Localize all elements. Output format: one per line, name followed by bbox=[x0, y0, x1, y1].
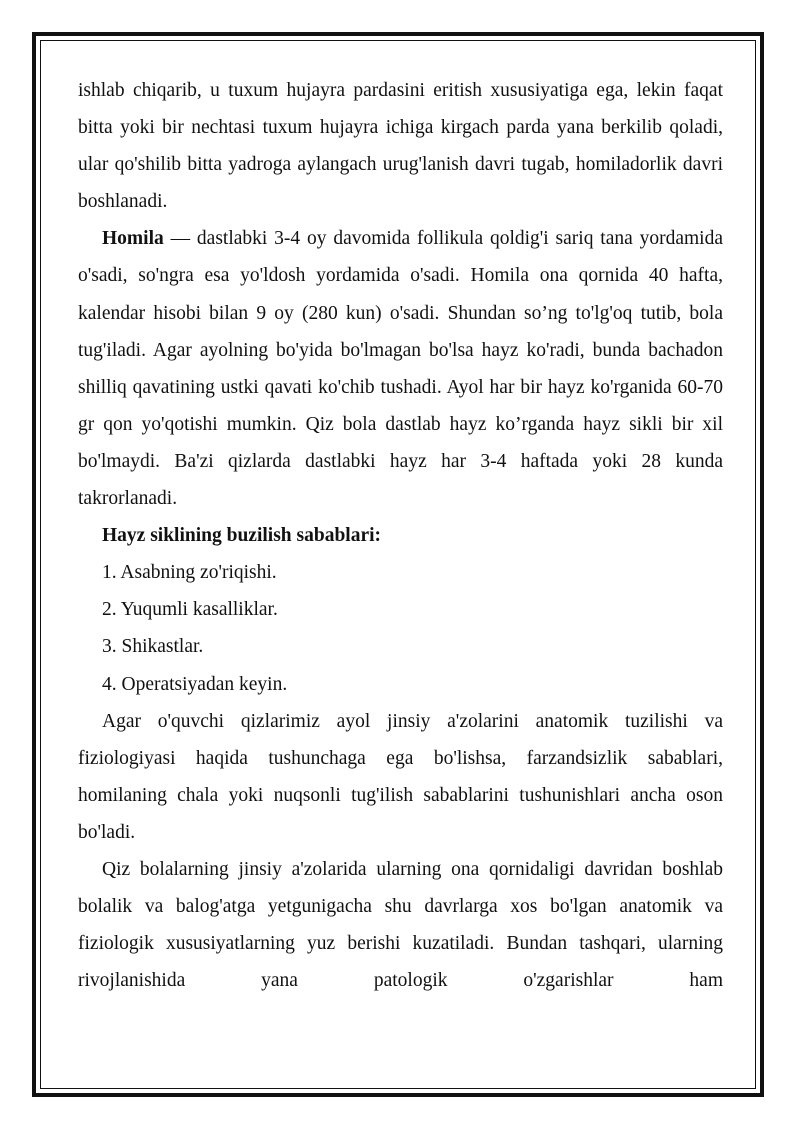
paragraph-homila bbox=[78, 220, 723, 517]
paragraph-continuation: ishlab chiqarib, u tuxum hujayra pardasini eritish xususiyatiga ega, lekin faqat bitta yoki bir nechtasi tuxum hujayra ichiga kirgach parda yana berkilib qoladi, ular qo'shilib bitta yadroga aylangach urug'lanish davri tugab, homiladorlik davri boshlanadi. bbox=[78, 80, 723, 213]
term-homila: Homila bbox=[102, 228, 164, 250]
page-content bbox=[78, 72, 723, 999]
section-heading: Hayz siklining buzilish sabablari: bbox=[102, 525, 382, 547]
paragraph-anatomy: Agar o'quvchi qizlarimiz ayol jinsiy a'zolarini anatomik tuzilishi va fiziologiyasi haqida tushunchaga ega bo'lishsa, farzandsizlik sabablari, homilaning chala yoki nuqsonli tug'ilish sabablarini tushunishlari ancha oson bo'ladi. bbox=[78, 710, 723, 843]
paragraph-homila-text: — dastlabki 3-4 oy davomida follikula qoldig'i sariq tana yordamida o'sadi, so'ngra esa yo'ldosh yordamida o'sadi. Homila ona qornida 40 hafta, kalendar hisobi bilan 9 oy (280 kun) o'sadi. Shundan so’ng to'lg'oq tutib, bola tug'iladi. Agar ayolning bo'yida bo'lmagan bo'lsa hayz ko'radi, bunda bachadon shilliq qavatining ustki qavati ko'chib tushadi. Ayol har bir hayz ko'rganida 60-70 gr qon yo'qotishi mumkin. Qiz bola dastlab hayz ko’rganda hayz sikli bir xil bo'lmaydi. Ba'zi qizlarda dastlabki hayz har 3-4 haftada yoki 28 kunda takrorlanadi. bbox=[78, 228, 723, 510]
list-item: 1. Asabning zo'riqishi. bbox=[102, 562, 277, 584]
list-item: 4. Operatsiyadan keyin. bbox=[102, 673, 288, 695]
paragraph-development: Qiz bolalarning jinsiy a'zolarida ularning ona qornidaligi davridan boshlab bolalik va balog'atga yetgunigacha shu davrlarga xos bo'lgan anatomik va fiziologik xususiyatlarning yuz berishi kuzatiladi. Bundan tashqari, ularning rivojlanishida yana patologik o'zgarishlar ham bbox=[78, 858, 723, 992]
list-item: 3. Shikastlar. bbox=[102, 636, 204, 658]
list-item: 2. Yuqumli kasalliklar. bbox=[102, 599, 278, 621]
